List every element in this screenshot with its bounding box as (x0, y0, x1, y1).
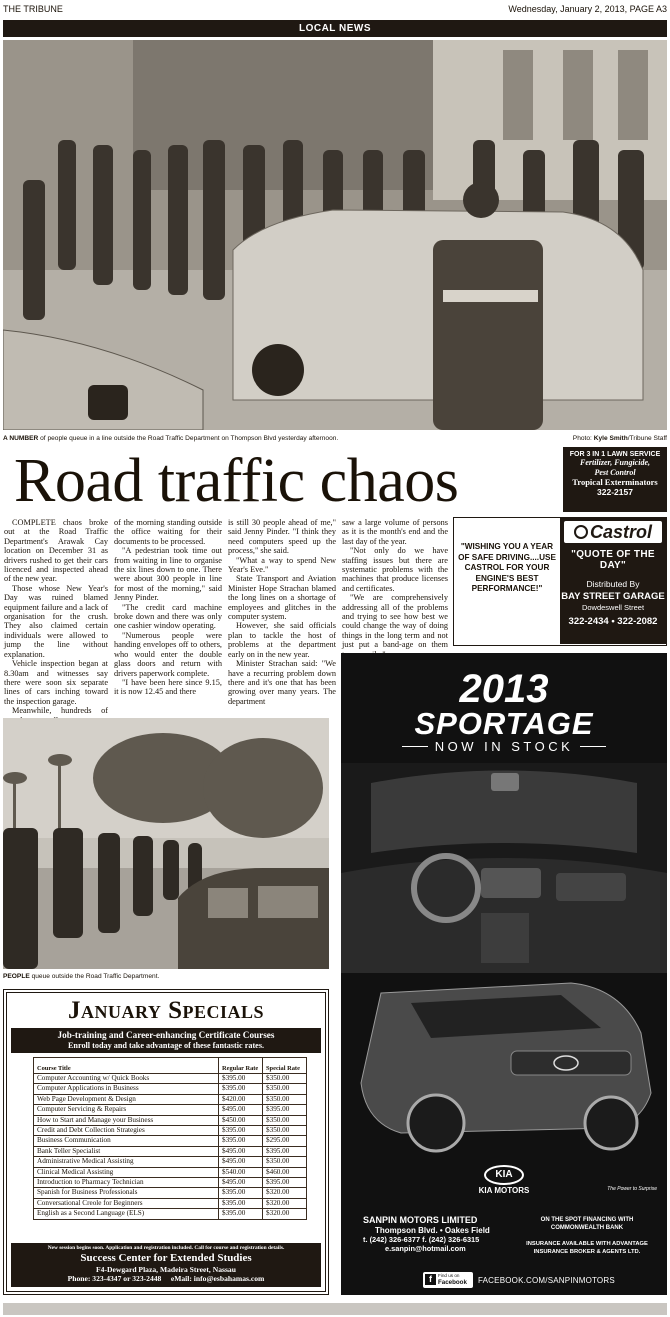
headline: Road traffic chaos (14, 447, 459, 515)
specials-contact: Phone: 323-4347 or 323-2448 eMail: info@esbahamas.com (67, 1274, 265, 1283)
january-specials-ad (3, 989, 329, 1295)
table-row (34, 1126, 307, 1136)
castrol-qotd: "QUOTE OF THE DAY" (571, 549, 655, 571)
article-column-1: COMPLETE chaos broke out at the Road Traffic Department's Arawak Cay location on December 31 as drivers rushed to get their cars licenced and inspected ahead of the new year. Those whose New Year's Day was ruined blamed equipment failure and a lack of organisation for the crush. They also claimed certain individuals were allowed to jump the line without explanation. Vehicle inspection began at 8.30am and witnesses say there were soon six separate lines of cars inching toward the inspection garage. Meanwhile, hundreds of (4, 518, 108, 716)
kia-stock: NOW IN STOCK (359, 739, 649, 755)
table-row (34, 1084, 307, 1094)
table-row (34, 1074, 307, 1084)
kia-financing: ON THE SPOT FINANCING WITH COMMONWEALTH BANK (540, 1217, 634, 1231)
caption-lead: A NUMBER (3, 435, 39, 442)
kia-brand-name: KIA MOTORS (478, 1186, 530, 1195)
specials-subtitle: Job-training and Career-enhancing Certificate Courses (57, 1030, 275, 1040)
second-photo (3, 718, 329, 969)
facebook-icon: f (425, 1274, 436, 1285)
table-row (34, 1094, 307, 1104)
lawn-service-ad (563, 447, 667, 512)
courses-table-body (34, 1074, 307, 1220)
lawn-ad-company: Tropical Exterminators (572, 477, 658, 487)
kia-model: SPORTAGE (414, 706, 594, 741)
special-rate-cell: $320.00 (263, 1198, 307, 1208)
course-cell: Computer Accounting w/ Quick Books (34, 1074, 219, 1084)
regular-rate-cell: $540.00 (219, 1167, 263, 1177)
table-header-row (34, 1058, 307, 1074)
kia-facebook-url[interactable]: FACEBOOK.COM/SANPINMOTORS (478, 1276, 615, 1285)
castrol-garage: BAY STREET GARAGE (561, 591, 665, 602)
section-banner (3, 20, 667, 37)
regular-rate-cell: $395.00 (219, 1126, 263, 1136)
course-cell: Business Communication (34, 1136, 219, 1146)
castrol-street: Dowdeswell Street (581, 603, 645, 612)
course-cell: How to Start and Manage your Business (34, 1115, 219, 1125)
castrol-panel (560, 518, 666, 644)
castrol-logo: Castrol (564, 521, 662, 543)
table-row (34, 1136, 307, 1146)
dateline: Wednesday, January 2, 2013, PAGE A3 (508, 4, 667, 14)
course-cell: Computer Servicing & Repairs (34, 1105, 219, 1115)
section-title: LOCAL NEWS (298, 23, 372, 34)
specials-footer (11, 1243, 321, 1287)
special-rate-cell: $350.00 (263, 1126, 307, 1136)
regular-rate-cell: $395.00 (219, 1188, 263, 1198)
course-cell: Clinical Medical Assisting (34, 1167, 219, 1177)
table-row (34, 1188, 307, 1198)
table-row (34, 1105, 307, 1115)
specials-frame (6, 992, 326, 1292)
masthead (3, 3, 667, 17)
table-row (34, 1167, 307, 1177)
lawn-ad-phone: 322-2157 (597, 487, 633, 497)
lawn-ad-title: FOR 3 IN 1 LAWN SERVICE (569, 451, 661, 458)
special-rate-cell: $295.00 (263, 1136, 307, 1146)
special-rate-cell: $460.00 (263, 1167, 307, 1177)
table-row (34, 1198, 307, 1208)
header-regular: Regular Rate (219, 1058, 263, 1074)
course-cell: Introduction to Pharmacy Technician (34, 1178, 219, 1188)
regular-rate-cell: $395.00 (219, 1074, 263, 1084)
special-rate-cell: $350.00 (263, 1094, 307, 1104)
kia-dealer: SANPIN MOTORS LIMITED (363, 1215, 478, 1225)
kia-phones: t. (242) 326-6377 f. (242) 326-6315 (363, 1235, 480, 1244)
kia-facebook-badge[interactable]: f Find us on Facebook (423, 1272, 473, 1288)
regular-rate-cell: $395.00 (219, 1209, 263, 1219)
course-cell: English as a Second Language (ELS) (34, 1209, 219, 1219)
kia-sportage-ad (341, 653, 667, 1295)
article-column-3: is still 30 people ahead of me," said Jenny Pinder. "I think they need computers speed up the process," she said. "What a way to spend New Year's Eve." State Transport and Aviation Minister Hope Strachan blamed the long lines on a shortage of employees and glitches in the computer system. However, she said officials plan to tackle the host of problems at the department early on in the new year. Minister Strachan said: "We have a recurring problem down there and it's one that has been growing over many years. The department (228, 518, 336, 706)
regular-rate-cell: $395.00 (219, 1198, 263, 1208)
special-rate-cell: $320.00 (263, 1188, 307, 1198)
course-cell: Administrative Medical Assisting (34, 1157, 219, 1167)
second-photo-caption: PEOPLE queue outside the Road Traffic Department. (3, 973, 160, 980)
special-rate-cell: $395.00 (263, 1105, 307, 1115)
kia-email: e.sanpin@hotmail.com (385, 1244, 466, 1253)
table-row (34, 1115, 307, 1125)
course-cell: Bank Teller Specialist (34, 1146, 219, 1156)
specials-note: New session begins soon. Application and registration included. Call for course and registration details. (47, 1245, 285, 1251)
specials-title: January Specials (67, 997, 265, 1024)
special-rate-cell: $350.00 (263, 1074, 307, 1084)
main-photo-caption (3, 434, 667, 444)
article-column-2: of the morning standing outside the office waiting for their documents to be processed. "A pedestrian took time out from waiting in line to organise the six lines down to one. There were about 300 people in line for most of the morning," said Jenny Pinder. "The credit card machine broke down and there was only one cashier window operating. "Numerous people were handing envelopes off to others, who would enter the double glass doors and return with drivers paperwork complete. "I have been here since 9.15, it is now 12.45 and there (114, 518, 222, 697)
header-course: Course Title (34, 1058, 219, 1074)
table-row (34, 1157, 307, 1167)
kia-car-image (341, 973, 667, 1158)
regular-rate-cell: $495.00 (219, 1178, 263, 1188)
kia-year: 2013 (459, 667, 549, 711)
kia-dealer-block (363, 1215, 513, 1253)
lawn-ad-line1: Fertilizer, Fungicide, (579, 458, 650, 467)
castrol-phones: 322-2434 • 322-2082 (568, 616, 658, 627)
special-rate-cell: $350.00 (263, 1115, 307, 1125)
special-rate-cell: $395.00 (263, 1178, 307, 1188)
castrol-ad (453, 517, 667, 646)
photo-credit: Photo: Kyle Smith/Tribune Staff (572, 435, 667, 442)
kia-tagline: The Power to Surprise (607, 1186, 657, 1192)
regular-rate-cell: $495.00 (219, 1157, 263, 1167)
page-footer-rule (3, 1303, 667, 1315)
regular-rate-cell: $395.00 (219, 1084, 263, 1094)
table-row (34, 1209, 307, 1219)
regular-rate-cell: $450.00 (219, 1115, 263, 1125)
kia-location: Thompson Blvd. • Oakes Field (375, 1226, 490, 1235)
lawn-ad-line2: Pest Control (594, 468, 636, 477)
specials-subtitle-band (11, 1028, 321, 1053)
kia-oval-icon: KIA (484, 1165, 524, 1185)
table-row (34, 1178, 307, 1188)
special-rate-cell: $350.00 (263, 1084, 307, 1094)
specials-enroll: Enroll today and take advantage of these fantastic rates. (67, 1041, 265, 1050)
kia-interior-image (341, 763, 667, 973)
paper-name: THE TRIBUNE (3, 4, 63, 14)
header-special: Special Rate (263, 1058, 307, 1074)
regular-rate-cell: $495.00 (219, 1105, 263, 1115)
special-rate-cell: $320.00 (263, 1209, 307, 1219)
courses-table-wrap (33, 1057, 307, 1220)
article-column-4: saw a large volume of persons as it is the month's end and the last day of the year. "Not only do we have staffing issues but there are systematic problems with the machines that produce licenses and certificates. "We are comprehensively addressing all of the problems and trying to see how best we could change the way of doing things in the long term and not just put a band-age on them (342, 518, 448, 650)
specials-address: F4-Dewgard Plaza, Madeira Street, Nassau (96, 1265, 236, 1274)
course-cell: Credit and Debt Collection Strategies (34, 1126, 219, 1136)
main-photo (3, 40, 667, 430)
regular-rate-cell: $395.00 (219, 1136, 263, 1146)
castrol-emblem-icon (574, 525, 588, 539)
castrol-distributed: Distributed By (586, 579, 640, 589)
table-row (34, 1146, 307, 1156)
course-cell: Conversational Creole for Beginners (34, 1198, 219, 1208)
course-cell: Web Page Development & Design (34, 1094, 219, 1104)
special-rate-cell: $395.00 (263, 1146, 307, 1156)
regular-rate-cell: $495.00 (219, 1146, 263, 1156)
regular-rate-cell: $420.00 (219, 1094, 263, 1104)
kia-insurance: INSURANCE AVAILABLE WITH ADVANTAGE INSURANCE BROKER & AGENTS LTD. (526, 1241, 648, 1255)
special-rate-cell: $350.00 (263, 1157, 307, 1167)
specials-center: Success Center for Extended Studies (80, 1252, 252, 1264)
course-cell: Computer Applications in Business (34, 1084, 219, 1094)
caption-text: of people queue in a line outside the Road Traffic Department on Thompson Blvd yesterday afternoon. (38, 435, 339, 442)
castrol-quote: "WISHING YOU A YEAR OF SAFE DRIVING....USE CASTROL FOR YOUR ENGINE'S BEST PERFORMANCE!" (458, 542, 556, 593)
course-cell: Spanish for Business Professionals (34, 1188, 219, 1198)
courses-table (33, 1057, 307, 1220)
